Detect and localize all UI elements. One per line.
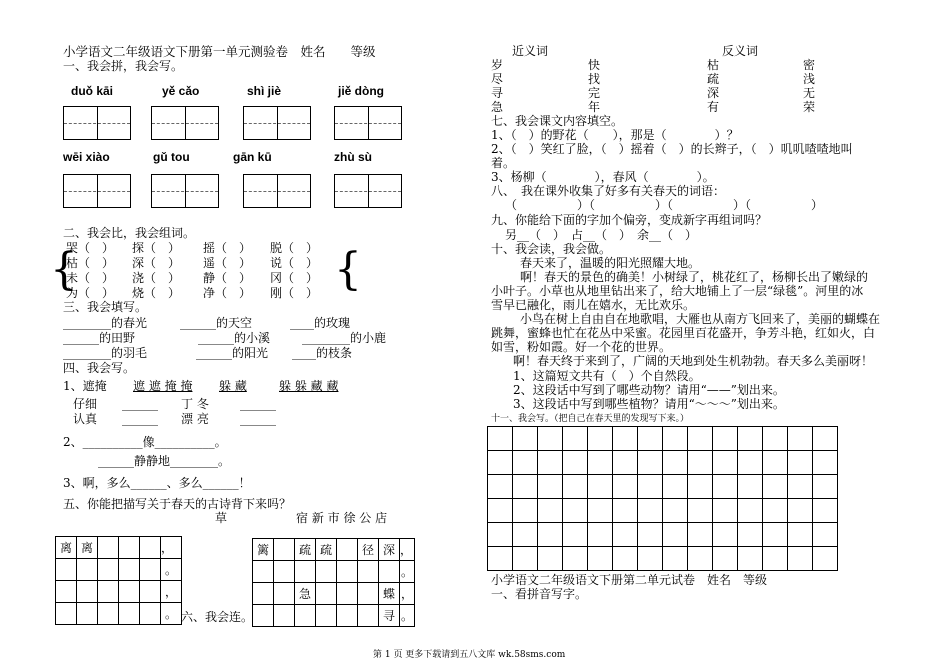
char-box[interactable] (151, 174, 219, 208)
pinyin-1: duǒ kāi (71, 84, 114, 98)
pinyin-8: zhù sù (334, 150, 372, 164)
pinyin-3: shì jiè (247, 84, 282, 98)
syn-word[interactable]: 岁 (491, 58, 504, 72)
section-9-heading: 九、你能给下面的字加个偏旁，变成新字再组词吗？ (491, 213, 768, 227)
poem-1-grid[interactable] (55, 536, 182, 625)
write-item-1: 1、遮掩 (63, 379, 107, 393)
reading-para: 小鸟在树上自由自在地歌唱，大雁也从南方飞回来了，美丽的蝴蝶在 (520, 312, 881, 326)
pinyin-7: ɡān kū (233, 150, 272, 164)
compare-item: 深（ ） (132, 256, 181, 270)
grid-cell[interactable]: 疏 (295, 539, 316, 561)
compare-item: 脱（ ） (270, 241, 319, 255)
compare-item: 为（ ） (66, 286, 115, 300)
char-box[interactable] (63, 174, 131, 208)
fill-item[interactable]: ____的玫瑰 (290, 316, 351, 330)
compare-item: 未（ ） (66, 271, 115, 285)
syn-word[interactable]: 完 (588, 86, 601, 100)
compare-item: 冈（ ） (270, 271, 319, 285)
grid-cell[interactable]: ， (400, 583, 415, 605)
reading-para: 啊！春天终于来到了，广阔的天地到处生机勃勃。春天多么美丽呀！ (513, 354, 874, 368)
compare-item: 刚（ ） (270, 286, 319, 300)
pinyin-5: wēi xiào (63, 150, 110, 164)
grid-cell[interactable]: 。 (400, 561, 415, 583)
syn-word[interactable]: 快 (588, 58, 601, 72)
fill-item[interactable]: ______的阳光 (196, 346, 269, 360)
reading-q3[interactable]: 3、这段话中写到哪些植物？请用“～～～”划出来。 (513, 397, 785, 411)
grid-cell[interactable]: 深 (379, 539, 400, 561)
syn-word[interactable]: 年 (588, 100, 601, 114)
char-box[interactable] (334, 106, 402, 140)
syn-word[interactable]: 尽 (491, 72, 504, 86)
pinyin-2: yě cǎo (162, 84, 200, 98)
q7-1[interactable]: 1、（ ）的野花（ ），那是（ ）？ (491, 128, 739, 142)
reading-para: 跳舞，蜜蜂也忙在花丛中采蜜。花园里百花盛开，争芳斗艳，红如火，白 (491, 326, 876, 340)
compare-item: 枯（ ） (66, 256, 115, 270)
grid-cell[interactable] (98, 537, 119, 559)
word: 认真 (73, 412, 98, 426)
section-1-heading: 一、我会拼，我会写。 (63, 59, 184, 73)
grid-cell[interactable] (119, 537, 140, 559)
grid-cell[interactable]: 径 (358, 539, 379, 561)
grid-cell[interactable] (337, 539, 358, 561)
answer-blank[interactable]: ______ (122, 412, 158, 426)
q8-blanks[interactable]: （ ）（ ）（ ）（ ） (505, 198, 824, 212)
grid-cell[interactable]: 。 (161, 559, 182, 581)
section-11-heading: 十一、我会写。（把自己在春天里的发现写下来。） (491, 414, 690, 424)
unit2-title: 小学语文二年级语文下册第二单元试卷 姓名 等级 (491, 573, 768, 587)
section-3-heading: 三、我会填写。 (63, 300, 148, 314)
grid-cell[interactable] (140, 537, 161, 559)
char-box[interactable] (151, 106, 219, 140)
page-title: 小学语文二年级语文下册第一单元测验卷 姓名 等级 (63, 44, 376, 59)
word: 漂 亮 (181, 412, 209, 426)
unit2-section-1: 一、看拼音写字。 (491, 587, 588, 601)
ant-word[interactable]: 荣 (803, 100, 816, 114)
section-7-heading: 七、我会课文内容填空。 (491, 114, 624, 128)
brace-icon: { (50, 244, 78, 295)
poem-2-grid[interactable] (252, 538, 415, 627)
grid-cell[interactable]: 离 (56, 537, 77, 559)
fill-item[interactable]: ______的小溪 (198, 331, 271, 345)
compare-item: 静（ ） (203, 271, 252, 285)
fill-item[interactable]: ______的天空 (180, 316, 253, 330)
char-box[interactable] (63, 106, 131, 140)
grid-cell[interactable]: 。 (400, 605, 415, 627)
compare-item: 说（ ） (270, 256, 319, 270)
fill-item[interactable]: ________的小鹿 (302, 331, 387, 345)
char-box[interactable] (243, 106, 311, 140)
char-box[interactable] (243, 174, 311, 208)
ant-word[interactable]: 有 (707, 100, 720, 114)
reading-para: 啊！春天的景色的确美！小树绿了，桃花红了，杨柳长出了嫩绿的 (520, 270, 869, 284)
compare-item: 摇（ ） (203, 241, 252, 255)
ant-word[interactable]: 无 (803, 86, 816, 100)
brace-icon: { (334, 244, 362, 295)
example-word: 遮 遮 掩 掩 (133, 379, 193, 393)
grid-cell[interactable]: 篱 (253, 539, 274, 561)
ant-word[interactable]: 疏 (707, 72, 720, 86)
reading-q1[interactable]: 1、这篇短文共有（ ）个自然段。 (513, 369, 701, 383)
compare-item: 烧（ ） (132, 286, 181, 300)
syn-word[interactable]: 找 (588, 72, 601, 86)
example-word: 躲 藏 (219, 379, 247, 393)
write-item-2[interactable]: 2、__________像__________。 (63, 435, 227, 449)
section-10-heading: 十、我会读，我会做。 (491, 242, 612, 256)
fill-item[interactable]: ______的田野 (63, 331, 136, 345)
example-word: 躲 躲 藏 藏 (279, 379, 339, 393)
antonym-label: 反义词 (722, 44, 759, 58)
word: 丁 冬 (181, 397, 209, 411)
write-item-3[interactable]: 3、啊，多么______、多么______！ (63, 476, 251, 490)
ant-word[interactable]: 深 (707, 86, 720, 100)
syn-word[interactable]: 寻 (491, 86, 504, 100)
section-2-heading: 二、我会比，我会组词。 (63, 226, 196, 240)
char-box[interactable] (334, 174, 402, 208)
reading-para: 如雪，粉如霞。好一个花的世界。 (491, 340, 672, 354)
answer-blank[interactable]: ______ (122, 397, 158, 411)
answer-blank[interactable]: ______ (240, 412, 276, 426)
word: 仔细 (73, 397, 98, 411)
fill-item[interactable]: ________的羽毛 (63, 346, 148, 360)
compare-item: 探（ ） (132, 241, 181, 255)
grid-cell[interactable]: 寻 (379, 605, 400, 627)
pinyin-6: ɡǔ tou (153, 150, 190, 164)
grid-cell[interactable]: 离 (77, 537, 98, 559)
reading-para: 春天来了，温暖的阳光照耀大地。 (520, 256, 701, 270)
q7-3[interactable]: 3、杨柳（ ），春风（ ）。 (491, 170, 715, 184)
ant-word[interactable]: 密 (803, 58, 816, 72)
reading-para: 雪早已融化，雨儿在嬉水，无比欢乐。 (491, 298, 696, 312)
poem-2-title: 宿 新 市 徐 公 店 (296, 511, 388, 525)
fill-item[interactable]: ____的枝条 (292, 346, 353, 360)
grid-cell[interactable] (274, 539, 295, 561)
grid-cell[interactable]: ， (161, 537, 182, 559)
compare-item: 净（ ） (203, 286, 252, 300)
q9-items[interactable]: 另__（ ） 占__（ ） 余__（ ） (505, 228, 698, 242)
synonym-label: 近义词 (512, 44, 549, 58)
ant-word[interactable]: 枯 (707, 58, 720, 72)
ant-word[interactable]: 浅 (803, 72, 816, 86)
grid-cell[interactable]: ， (400, 539, 415, 561)
grid-cell[interactable]: ， (161, 581, 182, 603)
fill-item[interactable]: ________的春光 (63, 316, 148, 330)
write-item-2b[interactable]: ______静静地________。 (98, 454, 231, 468)
section-4-heading: 四、我会写。 (63, 361, 136, 375)
syn-word[interactable]: 急 (491, 100, 504, 114)
grid-cell[interactable]: 疏 (316, 539, 337, 561)
section-6-heading: 六、我会连。 (181, 610, 254, 624)
poem-1-title: 草 (215, 511, 228, 525)
compare-item: 哭（ ） (66, 241, 115, 255)
grid-cell[interactable]: 急 (295, 583, 316, 605)
section-5-heading: 五、你能把描写关于春天的古诗背下来吗？ (63, 497, 292, 511)
q7-2b: 着。 (491, 156, 516, 170)
compare-item: 遥（ ） (203, 256, 252, 270)
compare-item: 浇（ ） (132, 271, 181, 285)
answer-blank[interactable]: ______ (240, 397, 276, 411)
pinyin-4: jiě dònɡ (338, 84, 384, 98)
composition-grid[interactable] (487, 426, 839, 572)
footer: 第 1 页 更多下载请到五八文库 wk.58sms.com (373, 650, 566, 660)
section-8-heading: 八、 我在课外收集了好多有关春天的词语： (491, 184, 726, 198)
reading-para: 小叶子。小草也从地里钻出来了，给大地铺上了一层“绿毯”。河里的冰 (491, 284, 864, 298)
grid-cell[interactable]: 蝶 (379, 583, 400, 605)
reading-q2[interactable]: 2、这段话中写到了哪些动物？请用“——”划出来。 (513, 383, 785, 397)
q7-2[interactable]: 2、（ ）笑红了脸，（ ）摇着（ ）的长辫子，（ ）叽叽喳喳地叫 (491, 142, 853, 156)
grid-cell[interactable]: 。 (161, 603, 182, 625)
